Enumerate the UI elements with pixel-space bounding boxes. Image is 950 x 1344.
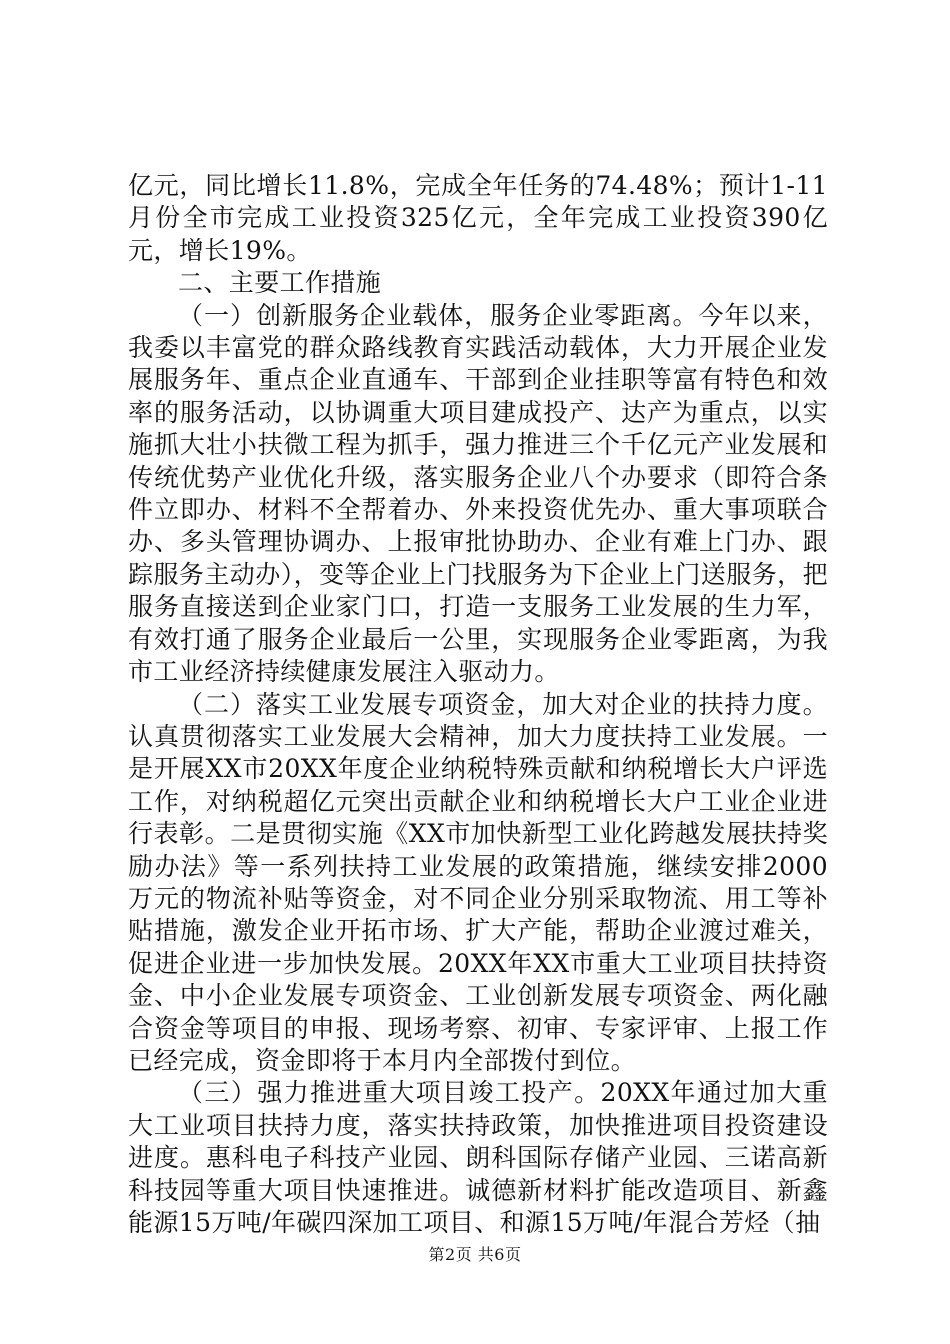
paragraph-service-carrier: （一）创新服务企业载体，服务企业零距离。今年以来，我委以丰富党的群众路线教育实践活动载体，大力开展企业发展服务年、重点企业直通车、干部到企业挂职等富有特色和效率的服务活动，以协调重大项目建成投产、达产为重点，以实施抓大壮小扶微工程为抓手，强力推进三个千亿元产业发展和传统优势产业优化升级，落实服务企业八个办要求（即符合条件立即办、材料不全帮着办、外来投资优先办、重大事项联合办、多头管理协调办、上报审批协助办、企业有难上门办、跟踪服务主动办），变等企业上门找服务为下企业上门送服务，把服务直接送到企业家门口，打造一支服务工业发展的生力军，有效打通了服务企业最后一公里，实现服务企业零距离，为我市工业经济持续健康发展注入驱动力。 (128, 300, 828, 687)
paragraph-major-projects: （三）强力推进重大项目竣工投产。20XX年通过加大重大工业项目扶持力度，落实扶持政策，加快推进项目投资建设进度。惠科电子科技产业园、朗科国际存储产业园、三诺高新科技园等重大项目快速推进。诚德新材料扩能改造项目、新鑫能源15万吨/年碳四深加工项目、和源15万吨/年混合芳烃（抽 (128, 1078, 828, 1237)
paragraph-special-funds: （二）落实工业发展专项资金，加大对企业的扶持力度。认真贯彻落实工业发展大会精神，加大力度扶持工业发展。一是开展XX市20XX年度企业纳税特殊贡献和纳税增长大户评选工作，对纳税超亿元突出贡献企业和纳税增长大户工业企业进行表彰。二是贯彻实施《XX市加快新型工业化跨越发展扶持奖励办法》等一系列扶持工业发展的政策措施，继续安排2000万元的物流补贴等资金，对不同企业分别采取物流、用工等补贴措施，激发企业开拓市场、扩大产能，帮助企业渡过难关，促进企业进一步加快发展。20XX年XX市重大工业项目扶持资金、中小企业发展专项资金、工业创新发展专项资金、两化融合资金等项目的申报、现场考察、初审、专家评审、上报工作已经完成，资金即将于本月内全部拨付到位。 (128, 689, 828, 1075)
section-heading-measures: 二、主要工作措施 (178, 268, 382, 298)
page-number-footer: 第2页 共6页 (428, 1245, 522, 1264)
document-body (128, 170, 828, 1239)
paragraph-investment-summary: 亿元，同比增长11.8%，完成全年任务的74.48%；预计1-11月份全市完成工业投资325亿元，全年完成工业投资390亿元，增长19%。 (128, 171, 828, 265)
